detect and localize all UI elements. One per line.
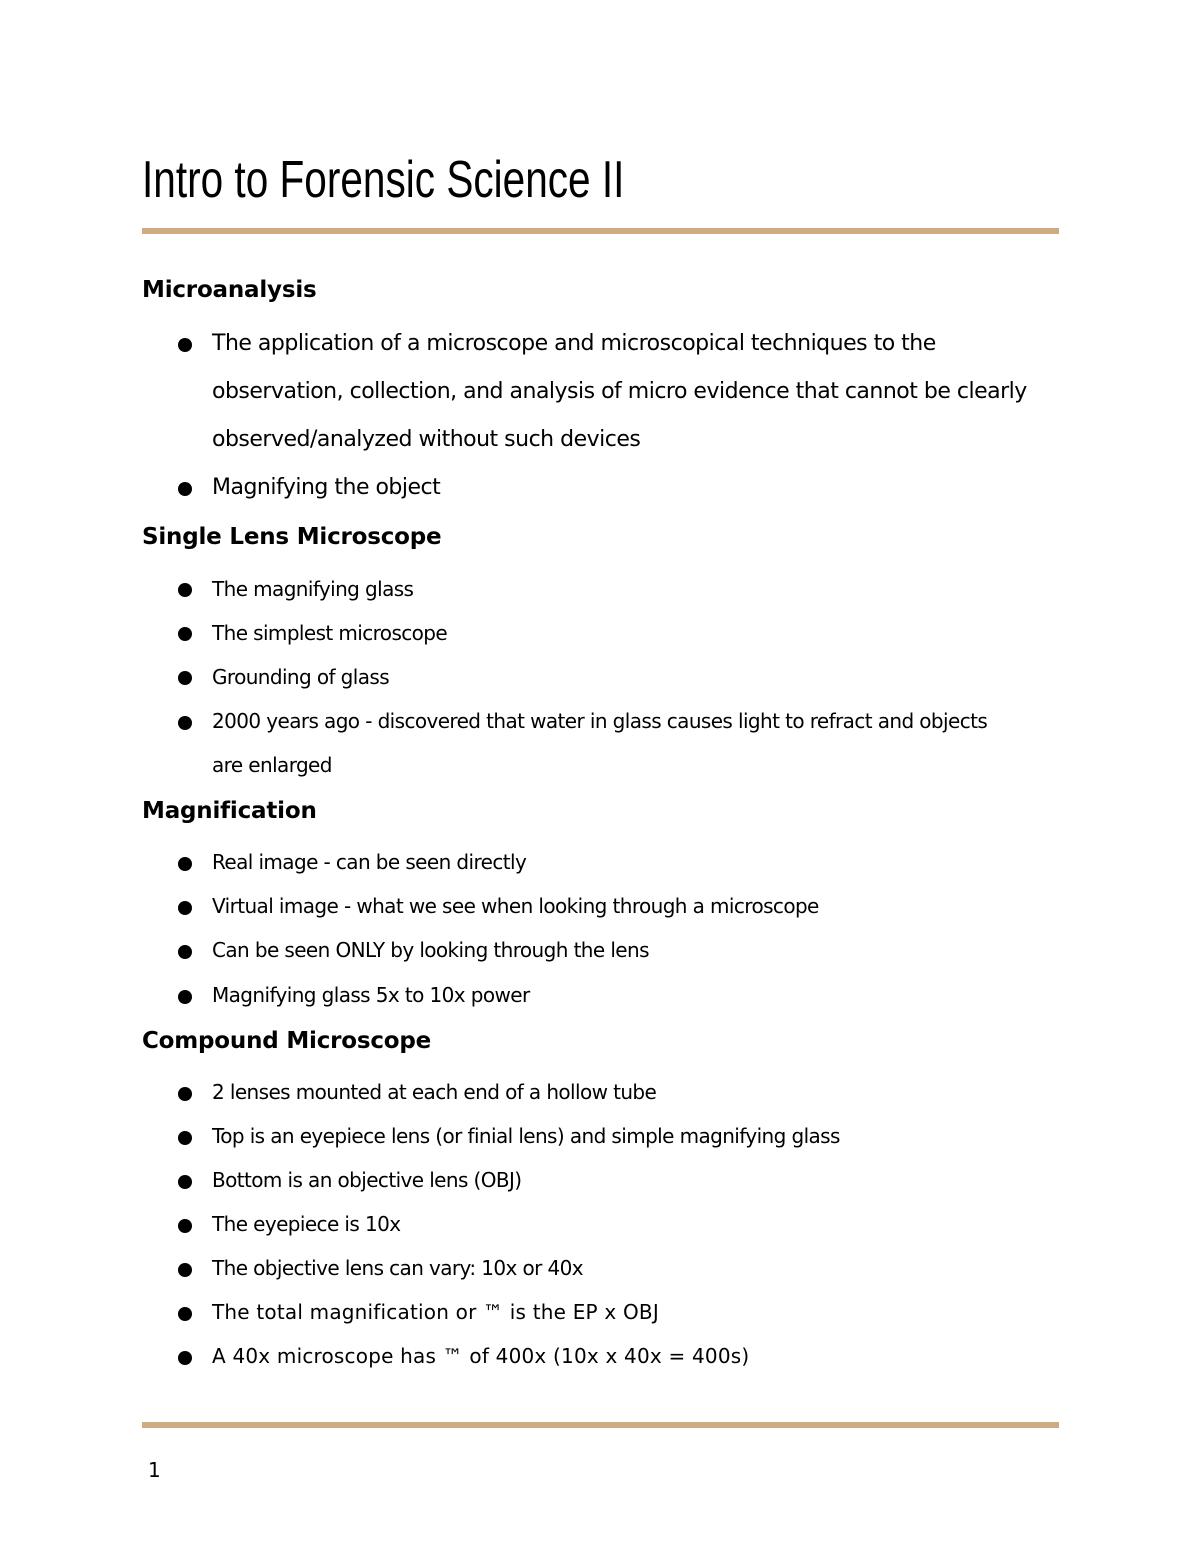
bullet-icon: [178, 482, 192, 496]
section-heading-microanalysis: Microanalysis: [142, 277, 317, 303]
bullet-icon: [178, 1087, 192, 1101]
bullet-icon: [178, 1263, 192, 1277]
list-item: Can be seen ONLY by looking through the lens: [212, 938, 649, 962]
bullet-icon: [178, 1175, 192, 1189]
list-item: The total magnification or ™ is the EP x OBJ: [212, 1300, 659, 1324]
list-item: Real image - can be seen directly: [212, 850, 527, 874]
list-item-continuation: observed/analyzed without such devices: [212, 427, 641, 452]
list-item: A 40x microscope has ™ of 400x (10x x 40x = 400s): [212, 1344, 750, 1368]
list-item: The application of a microscope and microscopical techniques to the: [212, 331, 936, 356]
bullet-icon: [178, 583, 192, 597]
list-item: Magnifying glass 5x to 10x power: [212, 983, 530, 1007]
list-item: The eyepiece is 10x: [212, 1212, 401, 1236]
list-item: The simplest microscope: [212, 621, 448, 645]
bullet-icon: [178, 1351, 192, 1365]
list-item: Virtual image - what we see when looking through a microscope: [212, 894, 819, 918]
bullet-icon: [178, 338, 192, 352]
list-item: The magnifying glass: [212, 577, 414, 601]
bullet-icon: [178, 716, 192, 730]
section-heading-compound-microscope: Compound Microscope: [142, 1028, 432, 1054]
section-heading-magnification: Magnification: [142, 798, 317, 824]
list-item-continuation: observation, collection, and analysis of micro evidence that cannot be clearly: [212, 379, 1027, 404]
bullet-icon: [178, 857, 192, 871]
list-item-continuation: are enlarged: [212, 753, 332, 777]
bullet-icon: [178, 1307, 192, 1321]
bullet-icon: [178, 627, 192, 641]
list-item: Magnifying the object: [212, 475, 441, 500]
section-heading-single-lens-microscope: Single Lens Microscope: [142, 524, 442, 550]
list-item: 2 lenses mounted at each end of a hollow tube: [212, 1080, 657, 1104]
bullet-icon: [178, 990, 192, 1004]
list-item: 2000 years ago - discovered that water in glass causes light to refract and objects: [212, 709, 988, 733]
page-number: 1: [148, 1458, 161, 1482]
bullet-icon: [178, 1219, 192, 1233]
title-divider: [142, 228, 1059, 234]
bullet-icon: [178, 1131, 192, 1145]
list-item: The objective lens can vary: 10x or 40x: [212, 1256, 583, 1280]
bullet-icon: [178, 945, 192, 959]
bullet-icon: [178, 901, 192, 915]
footer-divider: [142, 1422, 1059, 1428]
list-item: Top is an eyepiece lens (or finial lens) and simple magnifying glass: [212, 1124, 840, 1148]
list-item: Grounding of glass: [212, 665, 390, 689]
list-item: Bottom is an objective lens (OBJ): [212, 1168, 522, 1192]
document-title: Intro to Forensic Science II: [142, 151, 625, 209]
bullet-icon: [178, 671, 192, 685]
